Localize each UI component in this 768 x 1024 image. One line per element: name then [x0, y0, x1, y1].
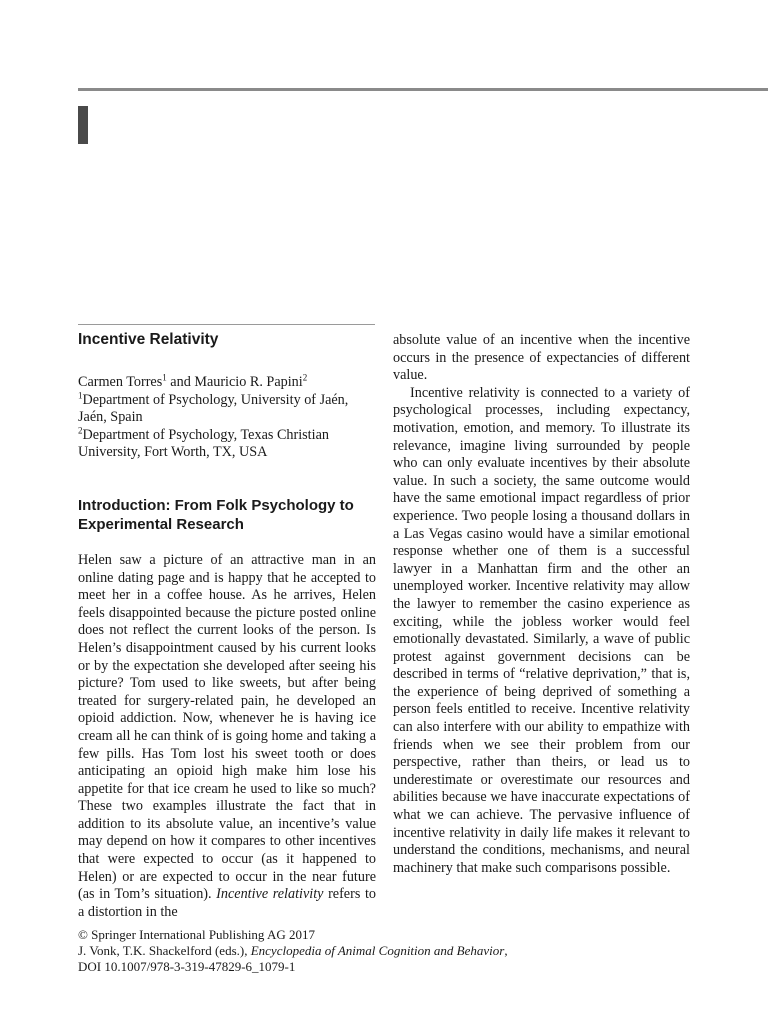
copyright: © Springer International Publishing AG 2017 — [78, 927, 315, 942]
key-term: Incentive relativity — [216, 886, 324, 903]
chapter-letter-marker — [78, 106, 88, 144]
left-column — [78, 330, 376, 921]
body-paragraph-1-continued: absolute value of an incentive when the incentive occurs in the presence of expectancies of different value. — [393, 332, 690, 384]
authors-line: Carmen Torres$^1$ and Mauricio R. Papini$^2$ — [78, 372, 308, 390]
author-2: and Mauricio R. Papini — [166, 374, 303, 390]
article-title: Incentive Relativity — [78, 331, 219, 348]
citation: J. Vonk, T.K. Shackelford (eds.), Encyclopedia of Animal Cognition and Behavior, — [78, 943, 508, 958]
authors-block — [78, 374, 376, 462]
doi: DOI 10.1007/978-3-319-47829-6_1079-1 — [78, 959, 296, 974]
author-1: Carmen Torres — [78, 374, 163, 390]
right-column — [393, 332, 690, 877]
title-rule — [78, 324, 375, 325]
affiliation-1: $^1$Department of Psychology, University of Jaén, Jaén, Spain — [78, 389, 349, 426]
body-paragraph-1: Helen saw a picture of an attractive man in an online dating page and is happy that he accepted to meet her in a coffee house. As he arrives, Helen feels disappointed because the picture posted online does not reflect the current looks of the person. Is Helen’s disappointment caused by his current looks or by the expectation she developed after seeing his picture? Tom used to like sweets, but after being treated for surgery-related pain, he developed an opioid addiction. Now, whenever he is having ice cream all he can think of is going home and taking a few pills. Has Tom lost his sweet tooth or does anticipating an opioid high make him lose his appetite for that ice cream he used to like so much? These two examples illustrate the fact that in addition to its absolute value, an incentive’s value may depend on how it compares to other incentives that were expected to occur (as it happened to Helen) or are expected to occur in the near future (as in Tom’s situation). Incentive relativity refers to a distortion in the — [78, 551, 376, 920]
book-title: Encyclopedia of Animal Cognition and Behavior — [250, 943, 505, 958]
footer — [78, 927, 678, 975]
section-heading: Introduction: From Folk Psychology to Experimental Research — [78, 496, 354, 533]
affiliation-2: $^2$Department of Psychology, Texas Christian University, Fort Worth, TX, USA — [78, 425, 329, 461]
body-paragraph-2: Incentive relativity is connected to a variety of psychological processes, including expectancy, motivation, emotion, and memory. To illustrate its relevance, imagine living surrounded by people who can only evaluate incentives by their absolute value. In such a society, the same outcome would have the same emotional impact regardless of prior experience. Two people losing a thousand dollars in a Las Vegas casino would have a similar emotional response whether one of them is a successful lawyer in a Manhattan firm and the other an unemployed worker. Incentive relativity may allow the lawyer to remember the casino experience as exciting, while the jobless worker would feel emotionally devastated. Similarly, a wave of public protest against government decisions can be described in terms of “relative deprivation,” that is, the experience of being deprived of something a person feels entitled to receive. Incentive relativity can also interfere with our ability to empathize with friends when we see their problem from our perspective, rather than theirs, or lead us to underestimate or overestimate our resources and abilities because we have inaccurate expectations of what we can achieve. The pervasive influence of incentive relativity in daily life makes it relevant to understand the conditions, mechanisms, and neural machinery that make such comparisons possible. — [393, 384, 690, 876]
top-rule — [78, 88, 768, 91]
